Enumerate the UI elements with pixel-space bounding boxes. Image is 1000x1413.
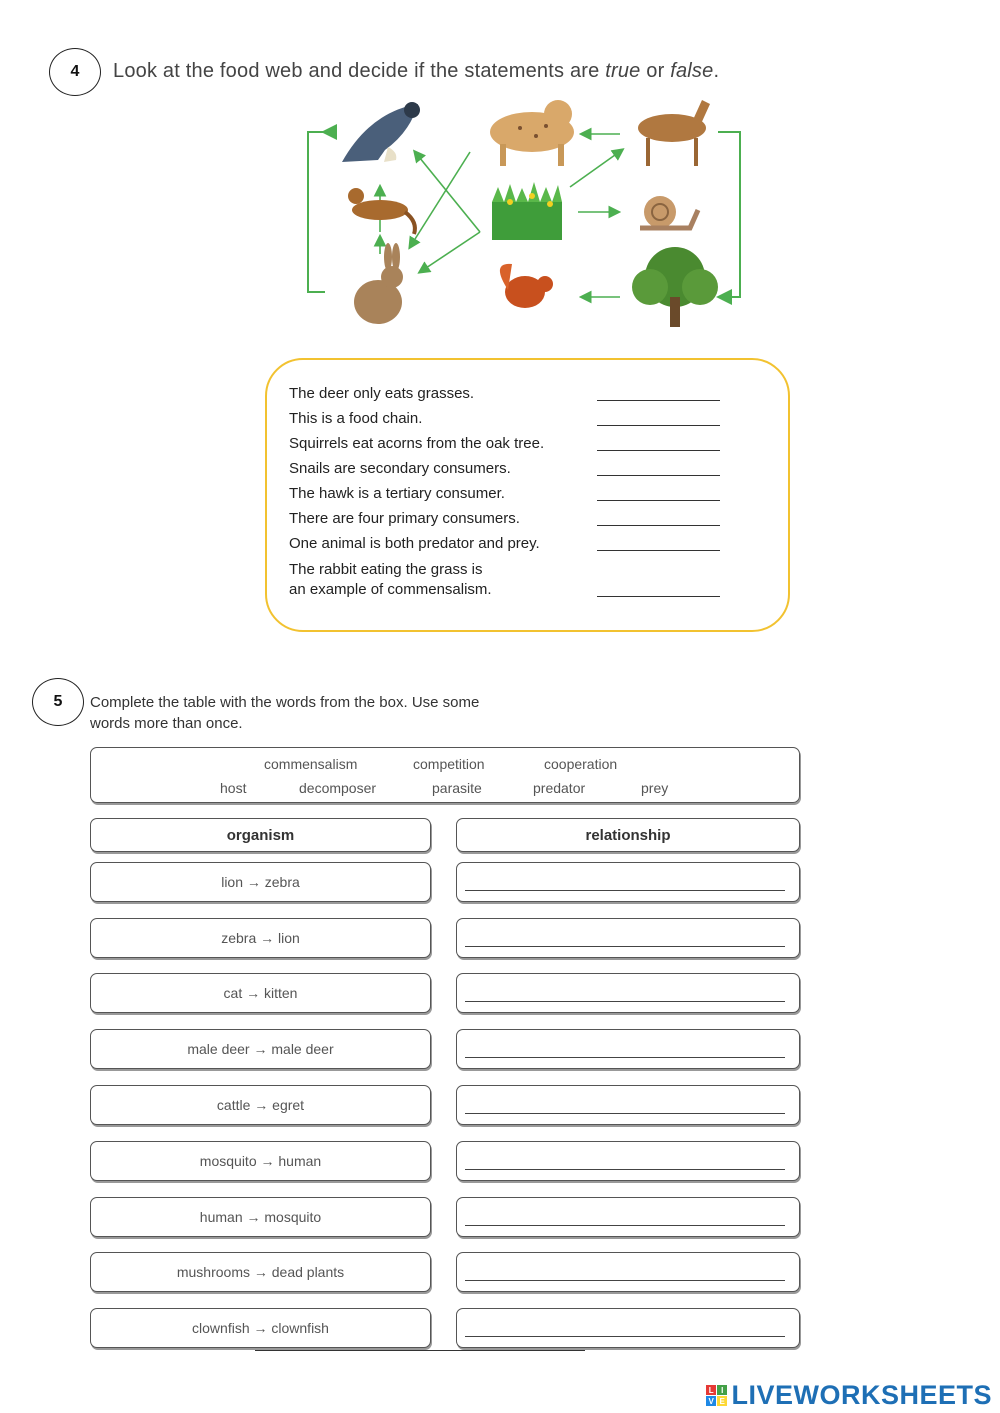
word-bank-item: host xyxy=(220,780,247,796)
word-bank-item: competition xyxy=(413,756,485,772)
statement: There are four primary consumers. xyxy=(289,510,520,527)
hawk-icon xyxy=(342,102,420,162)
organism-cell: cattle → egret xyxy=(90,1085,431,1125)
brand-name: LIVEWORKSHEETS xyxy=(731,1380,992,1410)
relationship-answer-field[interactable] xyxy=(456,1197,800,1237)
logo-letter: V xyxy=(706,1396,716,1406)
statement: One animal is both predator and prey. xyxy=(289,535,540,552)
question-number-5: 5 xyxy=(32,678,84,726)
answer-blank[interactable] xyxy=(597,500,720,501)
question-number-4: 4 xyxy=(49,48,101,96)
statement: The rabbit eating the grass is xyxy=(289,561,483,578)
instruction-text: Look at the food web and decide if the statements are xyxy=(113,60,606,82)
logo-letter: L xyxy=(706,1385,716,1395)
answer-blank[interactable] xyxy=(597,475,720,476)
rabbit-icon xyxy=(354,243,403,324)
statement: The hawk is a tertiary consumer. xyxy=(289,485,505,502)
organism-cell: zebra → lion xyxy=(90,918,431,958)
squirrel-icon xyxy=(500,264,553,308)
instruction-line: words more than once. xyxy=(90,715,243,732)
answer-blank[interactable] xyxy=(597,596,720,597)
word-bank-item: parasite xyxy=(432,780,482,796)
relationship-answer-field[interactable] xyxy=(456,1141,800,1181)
word-bank-item: predator xyxy=(533,780,586,796)
statement: Squirrels eat acorns from the oak tree. xyxy=(289,435,545,452)
logo-letter: E xyxy=(717,1396,727,1406)
liveworksheets-logo-icon xyxy=(706,1385,727,1406)
oak-tree-icon xyxy=(632,247,718,327)
organism-header: organism xyxy=(90,818,431,852)
organism-cell: cat → kitten xyxy=(90,973,431,1013)
right-bracket-arrow xyxy=(718,132,740,297)
word-bank-item: prey xyxy=(641,780,669,796)
answer-blank[interactable] xyxy=(597,400,720,401)
organism-cell: clownfish → clownfish xyxy=(90,1308,431,1348)
left-bracket-arrow xyxy=(308,132,325,292)
false-word: false xyxy=(670,60,714,82)
instruction-text: . xyxy=(713,60,720,82)
question-4-instruction xyxy=(113,60,719,83)
organism-cell: human → mosquito xyxy=(90,1197,431,1237)
instruction-line: Complete the table with the words from the box. Use some xyxy=(90,694,480,711)
deer-icon xyxy=(638,100,710,166)
relationship-answer-field[interactable] xyxy=(456,1085,800,1125)
relationship-answer-field[interactable] xyxy=(456,862,800,902)
organism-cell: lion → zebra xyxy=(90,862,431,902)
relationship-answer-field[interactable] xyxy=(456,918,800,958)
relationship-answer-field[interactable] xyxy=(456,1029,800,1069)
relationship-header: relationship xyxy=(456,818,800,852)
grass-icon xyxy=(492,182,562,240)
word-bank xyxy=(90,747,800,803)
answer-blank[interactable] xyxy=(597,450,720,451)
true-word: true xyxy=(605,60,641,82)
word-bank-item: cooperation xyxy=(544,756,618,772)
word-bank-item: commensalism xyxy=(264,756,358,772)
organism-cell: male deer → male deer xyxy=(90,1029,431,1069)
lynx-icon xyxy=(490,100,574,166)
word-bank-item: decomposer xyxy=(299,780,377,796)
answer-blank[interactable] xyxy=(597,525,720,526)
relationship-answer-field[interactable] xyxy=(456,1308,800,1348)
snail-icon xyxy=(640,196,698,228)
statement: The deer only eats grasses. xyxy=(289,385,475,402)
relationship-answer-field[interactable] xyxy=(456,973,800,1013)
statement: Snails are secondary consumers. xyxy=(289,460,511,477)
weasel-icon xyxy=(348,188,415,234)
answer-blank[interactable] xyxy=(597,425,720,426)
organism-cell: mushrooms → dead plants xyxy=(90,1252,431,1292)
logo-letter: I xyxy=(717,1385,727,1395)
liveworksheets-brand[interactable] xyxy=(706,1380,992,1411)
organism-cell: mosquito → human xyxy=(90,1141,431,1181)
statement: an example of commensalism. xyxy=(289,581,492,598)
question-5-instruction xyxy=(90,692,479,734)
footer-divider xyxy=(255,1350,585,1351)
food-web-diagram xyxy=(300,92,760,337)
answer-blank[interactable] xyxy=(597,550,720,551)
statement: This is a food chain. xyxy=(289,410,423,427)
relationship-answer-field[interactable] xyxy=(456,1252,800,1292)
instruction-text: or xyxy=(640,60,671,82)
true-false-box xyxy=(265,358,790,632)
